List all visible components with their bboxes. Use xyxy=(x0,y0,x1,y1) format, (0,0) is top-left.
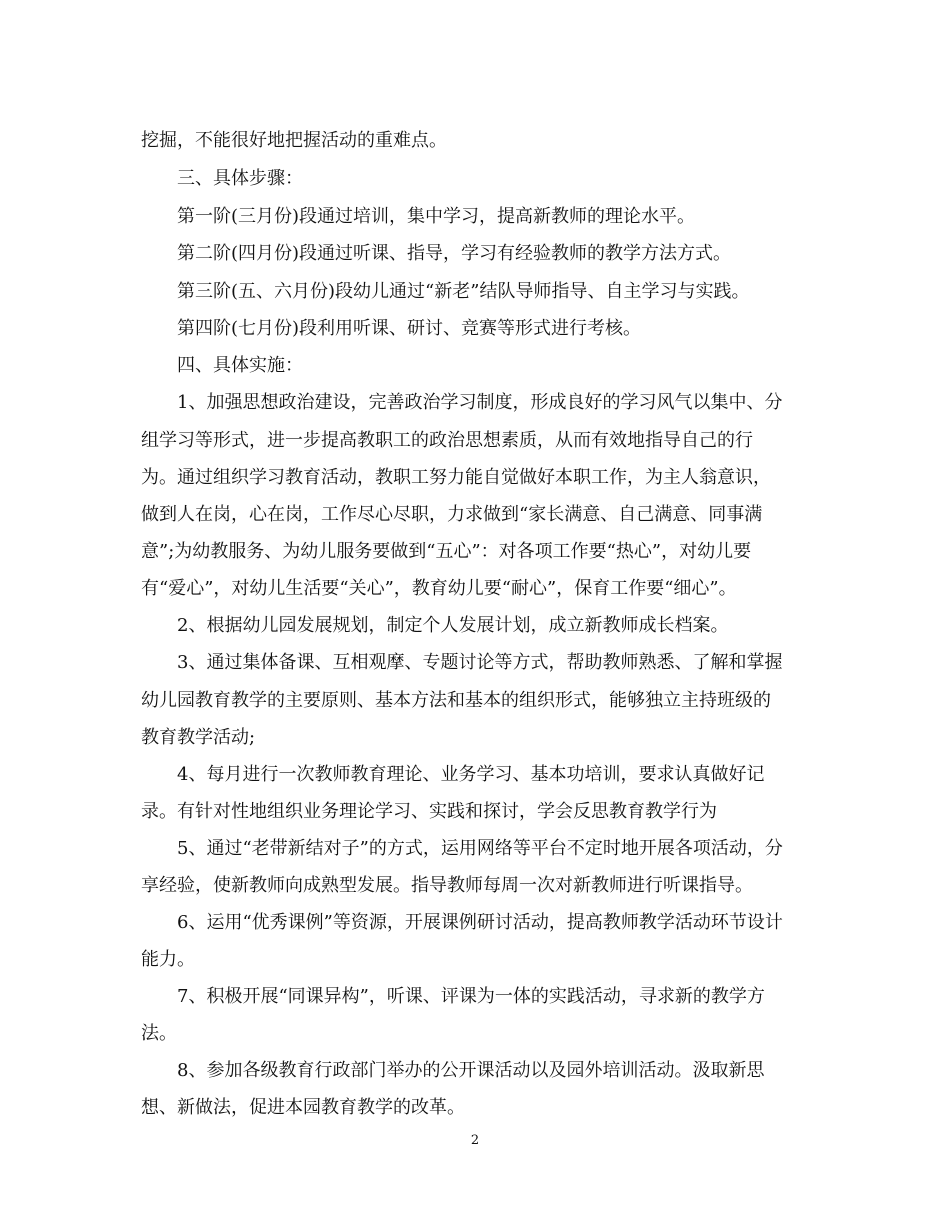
text-line: 录。有针对性地组织业务理论学习、实践和探讨，学会反思教育教学行为 xyxy=(141,801,717,822)
text-line: 第三阶(五、六月份)段幼儿通过“新老”结队导师指导、自主学习与实践。 xyxy=(177,281,750,302)
text-line: 三、具体步骤： xyxy=(177,168,303,189)
text-line: 为。通过组织学习教育活动，教职工努力能自觉做好本职工作，为主人翁意识， xyxy=(141,467,771,488)
text-line: 有“爱心”，对幼儿生活要“关心”，教育幼儿要“耐心”，保育工作要“细心”。 xyxy=(141,578,737,599)
text-line: 2、根据幼儿园发展规划，制定个人发展计划，成立新教师成长档案。 xyxy=(177,615,729,636)
text-line: 做到人在岗，心在岗，工作尽心尽职，力求做到“家长满意、自己满意、同事满 xyxy=(141,504,763,525)
text-line: 第一阶(三月份)段通过培训，集中学习，提高新教师的理论水平。 xyxy=(177,206,696,227)
text-line: 想、新做法，促进本园教育教学的改革。 xyxy=(141,1097,465,1118)
text-line: 3、通过集体备课、互相观摩、专题讨论等方式，帮助教师熟悉、了解和掌握 xyxy=(177,652,783,673)
text-line: 6、运用“优秀课例”等资源，开展课例研讨活动，提高教师教学活动环节设计 xyxy=(177,912,783,933)
page-number: 2 xyxy=(470,1133,480,1148)
text-line: 第二阶(四月份)段通过听课、指导，学习有经验教师的教学方法方式。 xyxy=(177,243,732,264)
text-line: 4、每月进行一次教师教育理论、业务学习、基本功培训，要求认真做好记 xyxy=(177,764,765,785)
text-line: 能力。 xyxy=(141,949,195,970)
text-line: 组学习等形式，进一步提高教职工的政治思想素质，从而有效地指导自己的行 xyxy=(141,430,753,451)
text-line: 享经验，使新教师向成熟型发展。指导教师每周一次对新教师进行听课指导。 xyxy=(141,875,753,896)
text-line: 第四阶(七月份)段利用听课、研讨、竞赛等形式进行考核。 xyxy=(177,318,642,339)
text-line: 幼儿园教育教学的主要原则、基本方法和基本的组织形式，能够独立主持班级的 xyxy=(141,690,771,711)
text-line: 8、参加各级教育行政部门举办的公开课活动以及园外培训活动。汲取新思 xyxy=(177,1060,765,1081)
text-line: 7、积极开展“同课异构”，听课、评课为一体的实践活动，寻求新的教学方 xyxy=(177,986,765,1007)
text-line: 1、加强思想政治建设，完善政治学习制度，形成良好的学习风气以集中、分 xyxy=(177,392,783,413)
text-line: 挖掘，不能很好地把握活动的重难点。 xyxy=(141,130,447,151)
text-line: 教育教学活动; xyxy=(141,727,256,748)
text-line: 意”;为幼教服务、为幼儿服务要做到“五心”：对各项工作要“热心”，对幼儿要 xyxy=(141,541,752,562)
text-line: 法。 xyxy=(141,1023,177,1044)
text-line: 5、通过“老带新结对子”的方式，运用网络等平台不定时地开展各项活动，分 xyxy=(177,838,783,859)
text-line: 四、具体实施： xyxy=(177,355,303,376)
